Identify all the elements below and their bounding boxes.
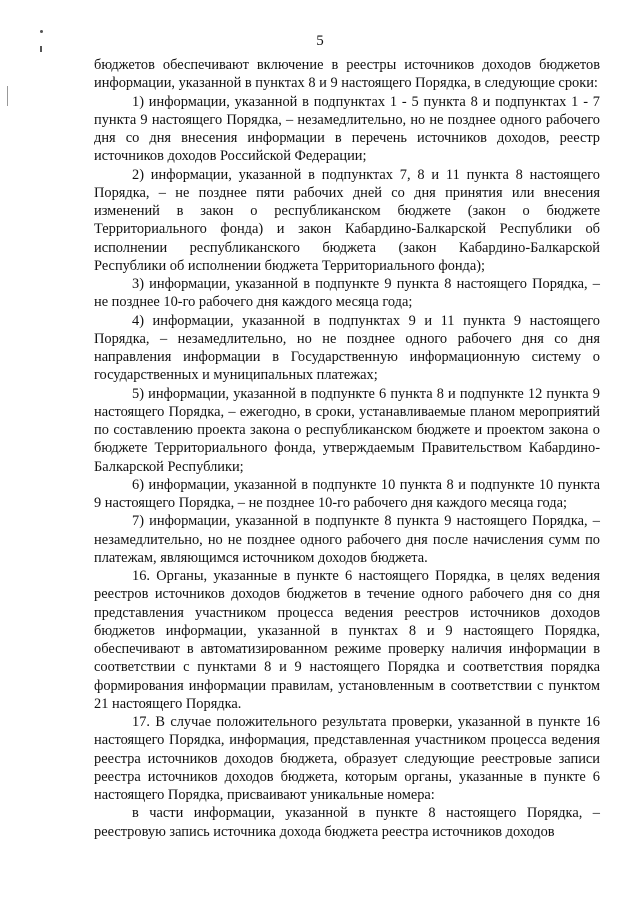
paragraph-item-3: 3) информации, указанной в подпункте 9 пункта 8 настоящего Порядка, – не позднее 10-го рабочего дня каждого месяца года;	[94, 276, 600, 311]
scan-edge-mark	[7, 86, 8, 106]
document-body	[94, 56, 600, 841]
paragraph-section-17-part: в части информации, указанной в пункте 8 настоящего Порядка, – реестровую запись источника дохода бюджета реестра источников доходов	[94, 805, 600, 840]
page-number: 5	[316, 33, 324, 49]
paragraph-item-6: 6) информации, указанной в подпункте 10 пункта 8 и подпункте 10 пункта 9 настоящего Порядка, – не позднее 10-го рабочего дня каждого месяца года;	[94, 476, 600, 511]
paragraph-section-17: 17. В случае положительного результата проверки, указанной в пункте 16 настоящего Порядка, информация, представленная участником процесса ведения реестра источников доходов бюджета, образует следующие реестровые записи реестра источников доходов бюджета, которым органы, указанные в пункте 6 настоящего Порядка, присваивают уникальные номера:	[94, 714, 600, 803]
paragraph-item-7: 7) информации, указанной в подпункте 8 пункта 9 настоящего Порядка, – незамедлительно, но не позднее одного рабочего дня после начисления сумм по платежам, являющимся источником доходов бюджета.	[94, 513, 600, 566]
paragraph-item-1: 1) информации, указанной в подпунктах 1 - 5 пункта 8 и подпунктах 1 - 7 пункта 9 настоящего Порядка, – незамедлительно, но не позднее одного рабочего дня со дня внесения информации в перечень источников доходов, реестр источников доходов Российской Федерации;	[94, 93, 600, 165]
paragraph-continuation: бюджетов обеспечивают включение в реестры источников доходов бюджетов информации, указанной в пунктах 8 и 9 настоящего Порядка, в следующие сроки:	[94, 57, 600, 92]
paragraph-item-2: 2) информации, указанной в подпунктах 7, 8 и 11 пункта 8 настоящего Порядка, – не позднее пяти рабочих дней со дня принятия или внесения изменений в закон о республиканском бюджете (закон о бюджете Территориального фонда) и закон Кабардино-Балкарской Республики об исполнении республиканского бюджета (закон Кабардино-Балкарской Республики об исполнении бюджета Территориального фонда);	[94, 166, 600, 274]
paragraph-section-16: 16. Органы, указанные в пункте 6 настоящего Порядка, в целях ведения реестров источников доходов бюджетов в течение одного рабочего дня со дня представления участником процесса ведения реестров источников доходов бюджетов информации, указанной в пунктах 8 и 9 настоящего Порядка, обеспечивают в автоматизированном режиме проверку наличия информации в соответствии с пунктами 8 и 9 настоящего Порядка и соответствия порядка формирования информации правилам, установленным в соответствии с пунктом 21 настоящего Порядка.	[94, 568, 600, 712]
paragraph-item-5: 5) информации, указанной в подпункте 6 пункта 8 и подпункте 12 пункта 9 настоящего Порядка, – ежегодно, в сроки, устанавливаемые планом мероприятий по составлению проекта закона о республиканском бюджете и проектом закона о бюджете Территориального фонда, утверждаемым Правительством Кабардино-Балкарской Республики;	[94, 385, 600, 475]
paragraph-item-4: 4) информации, указанной в подпунктах 9 и 11 пункта 9 настоящего Порядка, – незамедлительно, но не позднее одного рабочего дня со дня направления информации в Государственную информационную систему о государственных и муниципальных платежах;	[94, 312, 600, 384]
